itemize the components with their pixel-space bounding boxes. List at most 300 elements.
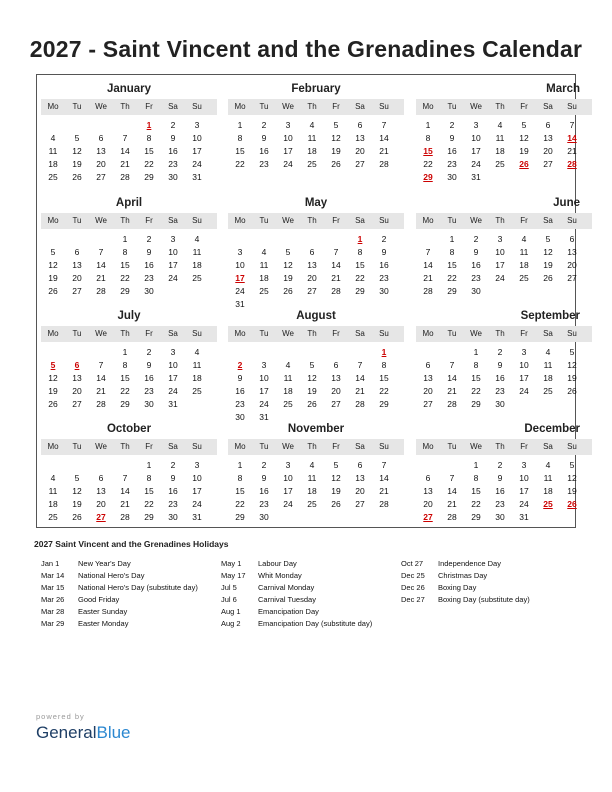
week-row	[416, 359, 592, 372]
holiday-day-cell: 25	[543, 499, 553, 509]
day-cell: 25	[48, 512, 58, 522]
holiday-date: Oct 27	[401, 559, 424, 568]
month-name: October	[106, 423, 152, 435]
weekday-label: Su	[379, 329, 389, 338]
day-cell: 9	[449, 133, 455, 143]
week-row	[41, 459, 217, 472]
day-cell: 9	[497, 473, 503, 483]
day-cell: 12	[331, 133, 341, 143]
holiday-list-item	[401, 594, 530, 606]
day-cell: 15	[355, 260, 365, 270]
week-row	[416, 145, 592, 158]
day-cell: 14	[96, 373, 106, 383]
day-cell: 29	[144, 512, 154, 522]
day-cell: 8	[357, 247, 363, 257]
day-cell: 7	[98, 360, 104, 370]
day-cell: 9	[170, 133, 176, 143]
week-row	[41, 372, 217, 385]
holiday-name: Easter Sunday	[78, 607, 128, 616]
weekday-label: Mo	[47, 442, 59, 451]
day-cell: 20	[543, 146, 553, 156]
day-cell	[228, 346, 252, 359]
weekday-label: Su	[567, 329, 577, 338]
day-cell: 8	[122, 360, 128, 370]
month-march	[416, 83, 592, 196]
day-cell: 23	[495, 386, 505, 396]
weekday-header	[41, 99, 217, 115]
holiday-date: Dec 27	[401, 595, 425, 604]
day-cell	[113, 119, 137, 132]
day-cell: 30	[168, 512, 178, 522]
week-row	[228, 233, 404, 246]
weekday-label: Fr	[332, 102, 340, 111]
day-cell	[488, 171, 512, 184]
weekday-label: Tu	[259, 442, 269, 451]
day-cell: 14	[379, 133, 389, 143]
day-cell: 20	[72, 273, 82, 283]
day-cell: 26	[543, 273, 553, 283]
day-cell	[252, 233, 276, 246]
day-cell: 21	[96, 273, 106, 283]
month-name: February	[291, 83, 341, 95]
day-cell: 19	[48, 386, 58, 396]
day-cell: 10	[259, 373, 269, 383]
weekday-label: Su	[192, 442, 202, 451]
day-cell: 24	[235, 286, 245, 296]
day-cell: 8	[122, 247, 128, 257]
weekday-header	[41, 439, 217, 455]
weekday-header	[416, 439, 592, 455]
day-cell: 23	[168, 159, 178, 169]
week-row	[41, 511, 217, 524]
day-cell: 8	[425, 133, 431, 143]
holiday-name: Boxing Day (substitute day)	[438, 595, 530, 604]
day-cell: 16	[447, 146, 457, 156]
day-cell: 16	[495, 486, 505, 496]
day-cell: 30	[235, 412, 245, 422]
weekday-label: Mo	[422, 442, 434, 451]
day-cell: 24	[192, 499, 202, 509]
day-cell: 29	[120, 286, 130, 296]
weekday-label: Sa	[168, 442, 178, 451]
day-cell: 14	[120, 146, 130, 156]
weeks	[416, 233, 592, 298]
day-cell: 11	[192, 247, 202, 257]
day-cell: 23	[144, 386, 154, 396]
day-cell: 6	[569, 234, 575, 244]
holiday-name: Boxing Day	[438, 583, 477, 592]
day-cell: 24	[495, 273, 505, 283]
day-cell: 1	[237, 120, 243, 130]
month-october	[41, 423, 217, 536]
day-cell: 8	[449, 247, 455, 257]
week-row	[41, 145, 217, 158]
day-cell: 28	[355, 399, 365, 409]
holiday-date: Aug 1	[221, 607, 241, 616]
day-cell: 8	[146, 133, 152, 143]
day-cell: 15	[235, 146, 245, 156]
week-row	[228, 459, 404, 472]
day-cell: 28	[379, 159, 389, 169]
day-cell	[536, 398, 560, 411]
weekday-label: Tu	[259, 102, 269, 111]
day-cell: 22	[235, 159, 245, 169]
day-cell: 28	[96, 286, 106, 296]
day-cell: 30	[471, 286, 481, 296]
day-cell	[300, 511, 324, 524]
holiday-list-item	[221, 618, 372, 630]
month-name: November	[287, 423, 345, 435]
day-cell: 13	[567, 247, 577, 257]
holiday-list-item	[41, 582, 198, 594]
day-cell: 10	[283, 133, 293, 143]
day-cell: 24	[168, 386, 178, 396]
weekday-label: Mo	[234, 329, 246, 338]
day-cell: 22	[144, 159, 154, 169]
day-cell: 4	[261, 247, 267, 257]
day-cell: 28	[447, 399, 457, 409]
day-cell: 16	[379, 260, 389, 270]
weekday-label: We	[470, 102, 482, 111]
day-cell: 25	[283, 399, 293, 409]
day-cell: 27	[567, 273, 577, 283]
week-row	[416, 398, 592, 411]
month-name: December	[524, 423, 580, 435]
holiday-date: Jan 1	[41, 559, 60, 568]
weekday-label: Fr	[520, 329, 528, 338]
day-cell: 16	[144, 373, 154, 383]
day-cell: 5	[285, 247, 291, 257]
day-cell: 26	[283, 286, 293, 296]
day-cell: 14	[447, 373, 457, 383]
day-cell: 22	[379, 386, 389, 396]
day-cell: 3	[194, 120, 200, 130]
day-cell: 3	[285, 120, 291, 130]
day-cell: 27	[331, 399, 341, 409]
day-cell	[324, 346, 348, 359]
weeks	[228, 233, 404, 311]
day-cell: 25	[495, 159, 505, 169]
day-cell: 17	[519, 373, 529, 383]
holiday-date: Aug 2	[221, 619, 241, 628]
day-cell: 18	[307, 146, 317, 156]
day-cell: 7	[449, 473, 455, 483]
day-cell: 19	[72, 499, 82, 509]
day-cell: 5	[569, 460, 575, 470]
day-cell: 8	[381, 360, 387, 370]
day-cell: 3	[285, 460, 291, 470]
day-cell: 5	[521, 120, 527, 130]
weeks	[228, 346, 404, 424]
day-cell: 20	[355, 146, 365, 156]
weekday-label: Fr	[332, 442, 340, 451]
weekday-label: Tu	[447, 329, 457, 338]
day-cell: 13	[423, 486, 433, 496]
week-row	[41, 285, 217, 298]
day-cell: 7	[425, 247, 431, 257]
day-cell: 28	[96, 399, 106, 409]
day-cell: 18	[543, 373, 553, 383]
day-cell: 3	[261, 360, 267, 370]
week-row	[416, 385, 592, 398]
day-cell: 7	[122, 473, 128, 483]
holiday-name: Easter Monday	[78, 619, 129, 628]
day-cell: 15	[144, 146, 154, 156]
holiday-name: Whit Monday	[258, 571, 302, 580]
month-name: January	[106, 83, 152, 95]
weekday-label: Tu	[72, 442, 82, 451]
weeks	[228, 459, 404, 524]
weekday-label: We	[282, 442, 294, 451]
day-cell: 2	[261, 120, 267, 130]
day-cell: 24	[519, 386, 529, 396]
weekday-label: Th	[307, 329, 317, 338]
day-cell: 26	[48, 399, 58, 409]
day-cell: 8	[237, 473, 243, 483]
day-cell: 18	[192, 373, 202, 383]
weekday-label: Fr	[145, 102, 153, 111]
day-cell: 3	[521, 460, 527, 470]
day-cell	[348, 346, 372, 359]
weekday-label: Th	[120, 216, 130, 225]
day-cell: 20	[96, 159, 106, 169]
day-cell: 16	[168, 146, 178, 156]
weekday-label: Sa	[543, 329, 553, 338]
weekday-label: Sa	[355, 442, 365, 451]
holiday-day-cell: 1	[146, 120, 152, 130]
weekday-label: Th	[307, 102, 317, 111]
day-cell	[41, 233, 65, 246]
weekday-label: Mo	[422, 216, 434, 225]
weekday-label: Th	[307, 216, 317, 225]
day-cell: 19	[72, 159, 82, 169]
holiday-list-column	[221, 558, 372, 630]
day-cell: 15	[120, 373, 130, 383]
day-cell: 30	[144, 286, 154, 296]
day-cell	[488, 285, 512, 298]
day-cell: 25	[307, 499, 317, 509]
weekday-label: Fr	[145, 216, 153, 225]
weeks	[416, 459, 592, 524]
day-cell	[440, 459, 464, 472]
week-row	[228, 272, 404, 285]
weekday-label: Tu	[72, 216, 82, 225]
weekday-label: We	[95, 442, 107, 451]
day-cell: 27	[72, 399, 82, 409]
holiday-day-cell: 26	[567, 499, 577, 509]
day-cell: 1	[473, 460, 479, 470]
week-row	[416, 472, 592, 485]
day-cell: 10	[519, 473, 529, 483]
day-cell: 9	[261, 133, 267, 143]
day-cell: 17	[168, 260, 178, 270]
month-name: April	[115, 197, 143, 209]
holiday-date: Jul 6	[221, 595, 237, 604]
weekday-label: Th	[120, 442, 130, 451]
day-cell	[416, 233, 440, 246]
day-cell: 16	[259, 486, 269, 496]
day-cell: 7	[333, 247, 339, 257]
day-cell: 1	[237, 460, 243, 470]
weekday-label: Sa	[355, 216, 365, 225]
weekday-label: Su	[567, 216, 577, 225]
day-cell: 4	[521, 234, 527, 244]
day-cell: 19	[283, 273, 293, 283]
day-cell: 17	[471, 146, 481, 156]
day-cell: 31	[168, 399, 178, 409]
day-cell: 4	[50, 473, 56, 483]
day-cell: 5	[50, 247, 56, 257]
holiday-date: Dec 26	[401, 583, 425, 592]
month-may	[228, 197, 404, 310]
week-row	[41, 359, 217, 372]
day-cell: 17	[283, 486, 293, 496]
day-cell: 18	[307, 486, 317, 496]
footer-logo	[36, 712, 131, 743]
weekday-label: We	[95, 329, 107, 338]
weekday-label: Sa	[168, 216, 178, 225]
day-cell: 15	[447, 260, 457, 270]
day-cell: 6	[425, 360, 431, 370]
holiday-list-column	[401, 558, 530, 606]
holiday-day-cell: 28	[567, 159, 577, 169]
day-cell: 15	[379, 373, 389, 383]
day-cell: 9	[261, 473, 267, 483]
day-cell: 5	[74, 133, 80, 143]
day-cell: 21	[96, 386, 106, 396]
day-cell: 12	[567, 473, 577, 483]
day-cell: 3	[521, 347, 527, 357]
day-cell: 24	[519, 499, 529, 509]
weekday-label: Sa	[543, 442, 553, 451]
day-cell: 27	[355, 499, 365, 509]
weekday-label: We	[282, 216, 294, 225]
weekday-label: Fr	[332, 329, 340, 338]
week-row	[228, 372, 404, 385]
day-cell: 22	[471, 499, 481, 509]
week-row	[416, 259, 592, 272]
holiday-name: Independence Day	[438, 559, 501, 568]
day-cell: 14	[331, 260, 341, 270]
day-cell: 20	[423, 499, 433, 509]
day-cell: 1	[146, 460, 152, 470]
day-cell: 4	[50, 133, 56, 143]
day-cell: 18	[192, 260, 202, 270]
day-cell	[416, 459, 440, 472]
day-cell: 21	[120, 159, 130, 169]
weekday-label: Sa	[355, 329, 365, 338]
day-cell: 28	[120, 512, 130, 522]
weekday-label: Sa	[543, 216, 553, 225]
day-cell: 29	[120, 399, 130, 409]
holiday-date: Mar 14	[41, 571, 65, 580]
day-cell: 24	[283, 499, 293, 509]
day-cell: 19	[331, 146, 341, 156]
day-cell: 20	[423, 386, 433, 396]
weekday-label: Mo	[422, 329, 434, 338]
day-cell: 2	[146, 234, 152, 244]
holiday-day-cell: 26	[519, 159, 529, 169]
day-cell: 29	[447, 286, 457, 296]
day-cell: 12	[519, 133, 529, 143]
day-cell: 30	[495, 399, 505, 409]
day-cell: 9	[237, 373, 243, 383]
holiday-name: New Year's Day	[78, 559, 131, 568]
weekday-label: Th	[120, 329, 130, 338]
day-cell: 29	[144, 172, 154, 182]
day-cell: 5	[545, 234, 551, 244]
week-row	[228, 359, 404, 372]
day-cell: 21	[331, 273, 341, 283]
day-cell: 27	[96, 172, 106, 182]
day-cell: 25	[543, 386, 553, 396]
weekday-label: Tu	[72, 102, 82, 111]
day-cell: 10	[519, 360, 529, 370]
day-cell: 6	[425, 473, 431, 483]
holiday-day-cell: 1	[357, 234, 363, 244]
day-cell: 30	[259, 512, 269, 522]
week-row	[228, 246, 404, 259]
day-cell	[372, 511, 396, 524]
day-cell: 20	[96, 499, 106, 509]
month-april	[41, 197, 217, 310]
weekday-label: Fr	[520, 102, 528, 111]
day-cell: 15	[471, 486, 481, 496]
day-cell: 18	[48, 159, 58, 169]
day-cell: 26	[567, 386, 577, 396]
day-cell	[560, 285, 584, 298]
holiday-list-item	[41, 558, 198, 570]
day-cell: 29	[355, 286, 365, 296]
day-cell: 7	[381, 120, 387, 130]
day-cell: 17	[283, 146, 293, 156]
holiday-list-column	[41, 558, 198, 630]
day-cell: 4	[309, 460, 315, 470]
day-cell: 20	[331, 386, 341, 396]
week-row	[41, 498, 217, 511]
day-cell: 1	[425, 120, 431, 130]
week-row	[416, 119, 592, 132]
month-august	[228, 310, 404, 423]
day-cell: 26	[307, 399, 317, 409]
weekday-label: Mo	[47, 102, 59, 111]
day-cell	[276, 346, 300, 359]
day-cell: 26	[331, 499, 341, 509]
holiday-name: Carnival Tuesday	[258, 595, 316, 604]
day-cell: 31	[235, 299, 245, 309]
day-cell: 25	[307, 159, 317, 169]
day-cell: 19	[307, 386, 317, 396]
day-cell: 6	[309, 247, 315, 257]
day-cell: 18	[283, 386, 293, 396]
day-cell: 13	[72, 373, 82, 383]
day-cell: 25	[48, 172, 58, 182]
day-cell	[512, 171, 536, 184]
day-cell: 14	[379, 473, 389, 483]
weekday-label: Sa	[355, 102, 365, 111]
day-cell: 17	[259, 386, 269, 396]
day-cell: 4	[194, 234, 200, 244]
day-cell: 13	[331, 373, 341, 383]
day-cell: 21	[567, 146, 577, 156]
holiday-date: Dec 25	[401, 571, 425, 580]
weekday-label: Mo	[47, 216, 59, 225]
day-cell: 12	[567, 360, 577, 370]
day-cell: 13	[355, 133, 365, 143]
day-cell: 9	[497, 360, 503, 370]
month-july	[41, 310, 217, 423]
week-row	[416, 459, 592, 472]
